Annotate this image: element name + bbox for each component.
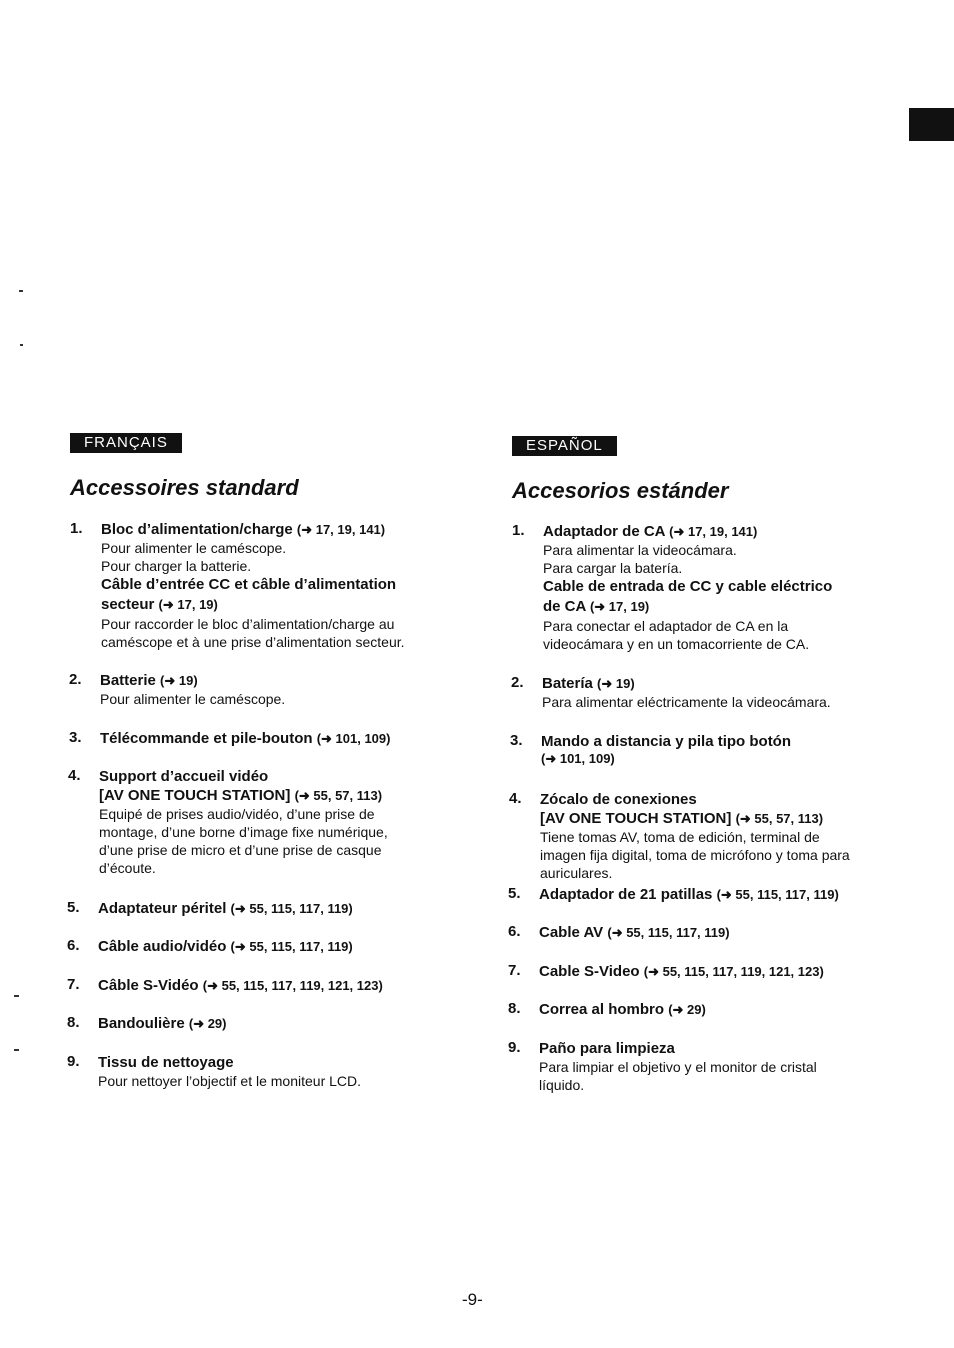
scan-speck xyxy=(14,995,19,997)
list-item: 7. Câble S-Vidéo (➜ 55, 115, 117, 119, 121, 123) xyxy=(67,976,383,994)
list-item: 3. Télécommande et pile-bouton (➜ 101, 109) xyxy=(69,729,391,747)
list-item: 8. Correa al hombro (➜ 29) xyxy=(508,1000,706,1018)
scan-speck xyxy=(20,344,23,346)
list-item: 9. Tissu de nettoyage Pour nettoyer l’objectif et le moniteur LCD. xyxy=(67,1053,362,1089)
list-item: 4. Support d’accueil vidéo [AV ONE TOUCH STATION] (➜ 55, 57, 113) Equipé de prises audio/vidéo, d’une prise de montage, d’une borne d’image fixe numérique, d’une prise de micro et d’une prise de casque d’écoute. xyxy=(68,767,388,876)
list-item: 2. Batería (➜ 19) Para alimentar eléctricamente la videocámara. xyxy=(511,674,831,710)
scan-speck xyxy=(14,1049,19,1051)
list-item: 8. Bandoulière (➜ 29) xyxy=(67,1014,227,1032)
section-edge-tab xyxy=(909,108,954,141)
list-item: 1. Adaptador de CA (➜ 17, 19, 141) Para alimentar la videocámara. Para cargar la batería. Cable de entrada de CC y cable eléctrico de CA (➜ 17, 19) Para conectar el adaptador de CA en la videocámara y en un tomacorriente de CA. xyxy=(512,522,833,652)
list-item: 6. Câble audio/vidéo (➜ 55, 115, 117, 119) xyxy=(67,937,353,955)
language-badge-french: FRANÇAIS xyxy=(70,433,182,453)
section-title-french: Accessoires standard xyxy=(70,475,299,500)
list-item: 5. Adaptateur péritel (➜ 55, 115, 117, 119) xyxy=(67,899,353,917)
list-item: 2. Batterie (➜ 19) Pour alimenter le caméscope. xyxy=(69,671,286,707)
scan-speck xyxy=(19,290,23,292)
list-item: 3. Mando a distancia y pila tipo botón (➜ 101, 109) xyxy=(510,732,792,766)
list-item: 5. Adaptador de 21 patillas (➜ 55, 115, 117, 119) xyxy=(508,885,839,903)
page-number: -9- xyxy=(462,1290,483,1309)
list-item: 4. Zócalo de conexiones [AV ONE TOUCH STATION] (➜ 55, 57, 113) Tiene tomas AV, toma de edición, terminal de imagen fija digital, toma de micrófono y toma para auriculares. xyxy=(509,790,850,881)
list-item: 1. Bloc d’alimentation/charge (➜ 17, 19, 141) Pour alimenter le caméscope. Pour charger la batterie. Câble d’entrée CC et câble d’alimentation secteur (➜ 17, 19) Pour raccorder le bloc d’alimentation/charge au caméscope et à une prise d’alimentation secteur. xyxy=(70,520,405,650)
language-badge-spanish: ESPAÑOL xyxy=(512,436,617,456)
list-item: 6. Cable AV (➜ 55, 115, 117, 119) xyxy=(508,923,730,941)
list-item: 9. Paño para limpieza Para limpiar el objetivo y el monitor de cristal líquido. xyxy=(508,1039,817,1093)
list-item: 7. Cable S-Video (➜ 55, 115, 117, 119, 121, 123) xyxy=(508,962,824,980)
section-title-spanish: Accesorios estánder xyxy=(512,478,729,503)
